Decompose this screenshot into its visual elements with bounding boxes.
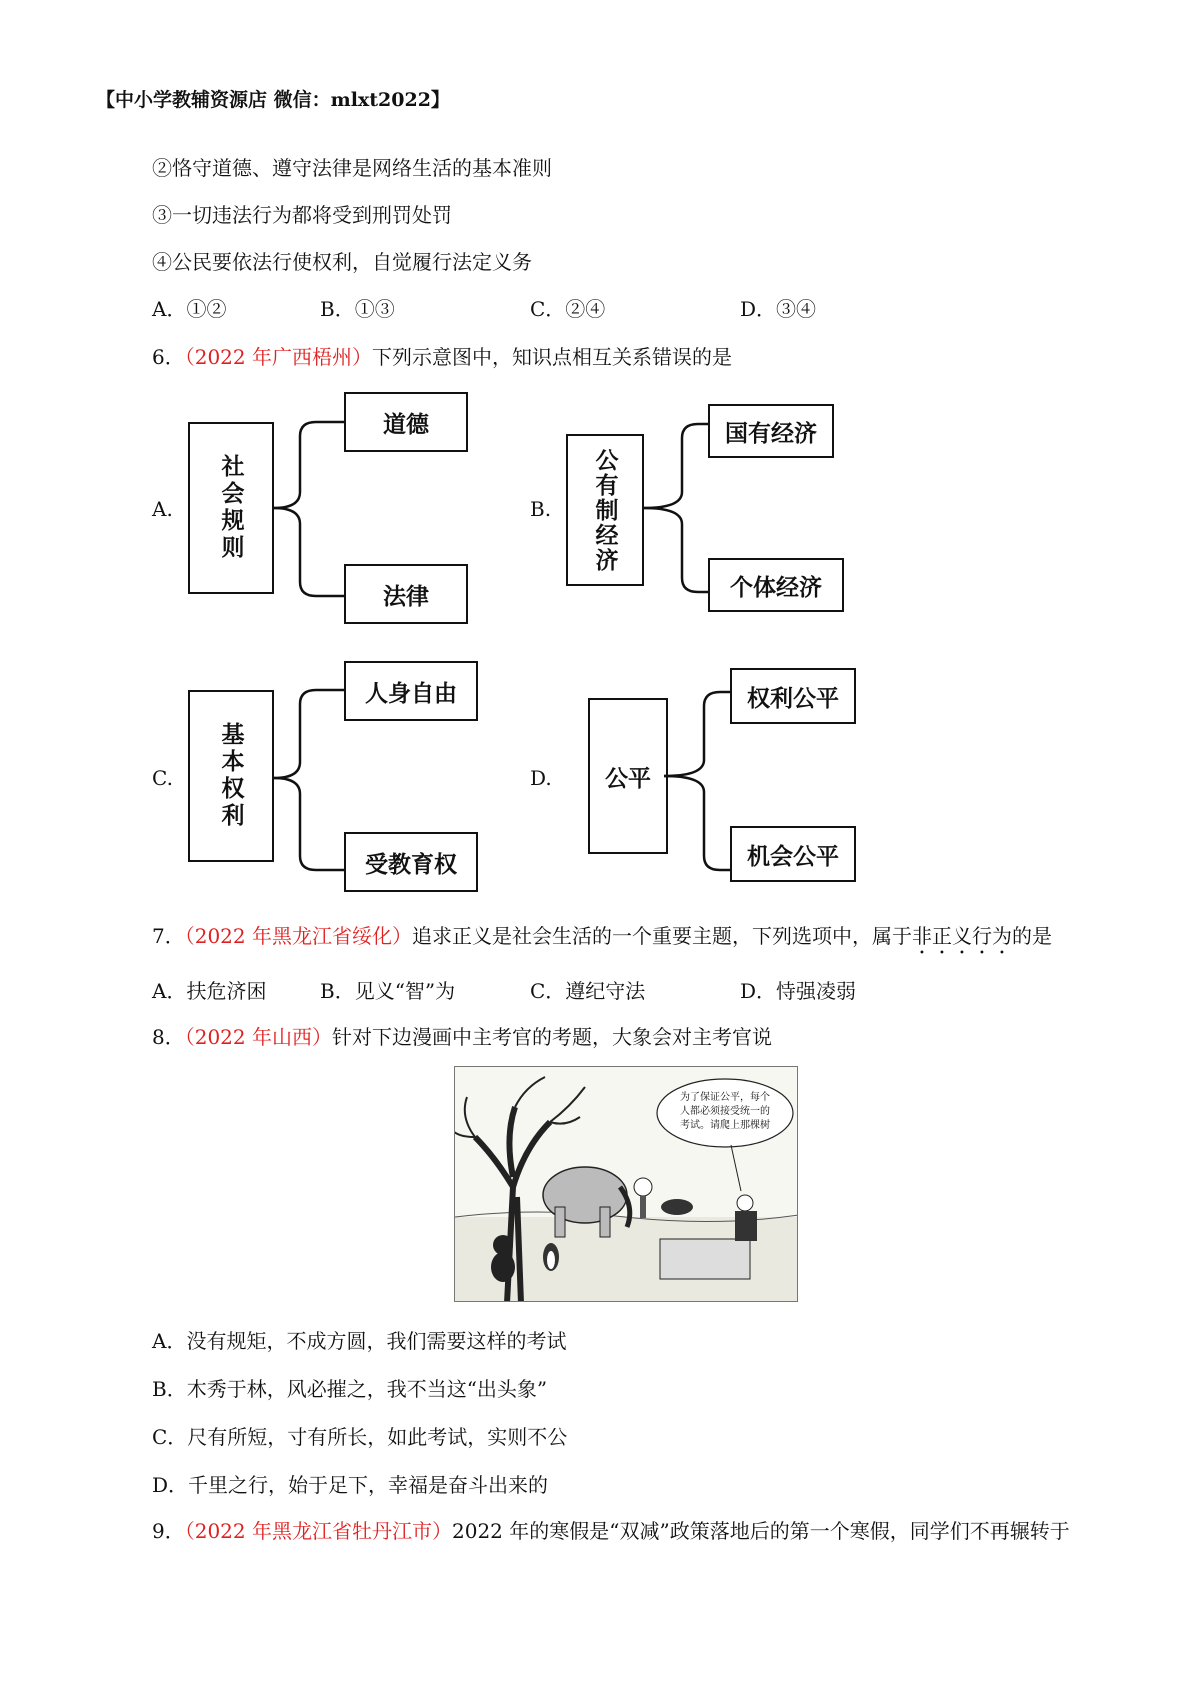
q6-question xyxy=(152,343,732,371)
q7-option-c[interactable]: C．遵纪守法 xyxy=(530,979,646,1003)
q6-diagram-c-brace xyxy=(270,680,350,880)
q8-option-c[interactable]: C．尺有所短，寸有所长，如此考试，实则不公 xyxy=(152,1425,568,1449)
q5-statement-3: ③一切违法行为都将受到刑罚处罚 xyxy=(152,203,452,227)
fishbowl-icon xyxy=(634,1178,652,1196)
q9-stem: 2022 年的寒假是“双减”政策落地后的第一个寒假，同学们不再辗转于 xyxy=(452,1519,1070,1543)
q6-number: 6． xyxy=(152,345,185,369)
q6-diagram-a-branch-1: 道德 xyxy=(344,392,468,452)
q6-diagram-b-root: 公有制经济 xyxy=(566,434,644,586)
q6-diagram-a-brace xyxy=(270,410,350,610)
q6-diagram-c-branch-1: 人身自由 xyxy=(344,661,478,721)
q8-option-b[interactable]: B．木秀于林，风必摧之，我不当这“出头象” xyxy=(152,1377,548,1401)
q5-option-d[interactable]: D．③④ xyxy=(740,297,817,321)
cartoon-bubble-line-1: 为了保证公平，每个 xyxy=(680,1092,770,1103)
q5-option-b[interactable]: B．①③ xyxy=(320,297,395,321)
q6-diagram-d-branch-1: 权利公平 xyxy=(730,668,856,724)
q7-source: （2022 年黑龙江省绥化） xyxy=(184,924,412,948)
q7-option-a[interactable]: A．扶危济困 xyxy=(152,979,267,1003)
q8-stem: 针对下边漫画中主考官的考题，大象会对主考官说 xyxy=(332,1025,772,1049)
q6-diagram-d-label[interactable]: D. xyxy=(530,766,552,790)
q6-source: （2022 年广西梧州） xyxy=(184,345,372,369)
cartoon-bubble-line-3: 考试。请爬上那棵树 xyxy=(680,1120,770,1131)
examiner-icon xyxy=(737,1195,753,1211)
q6-diagram-d-root: 公平 xyxy=(588,698,668,854)
q8-option-d[interactable]: D．千里之行，始于足下，幸福是奋斗出来的 xyxy=(152,1473,549,1497)
cartoon-bubble-line-2: 人都必须接受统一的 xyxy=(680,1106,770,1117)
q6-diagram-a-branch-2: 法律 xyxy=(344,564,468,624)
q6-diagram-b-branch-1: 国有经济 xyxy=(708,404,834,458)
q6-diagram-b-label[interactable]: B. xyxy=(530,497,552,521)
q9-question xyxy=(152,1517,1070,1545)
q7-stem-pre: 追求正义是社会生活的一个重要主题，下列选项中，属于 xyxy=(412,924,912,948)
q9-source: （2022 年黑龙江省牡丹江市） xyxy=(184,1519,452,1543)
q8-number: 8． xyxy=(152,1025,185,1049)
q6-diagram-d-brace xyxy=(660,682,740,882)
q8-option-a[interactable]: A．没有规矩，不成方圆，我们需要这样的考试 xyxy=(152,1329,567,1353)
q6-diagram-c-label[interactable]: C. xyxy=(152,766,173,790)
q7-question xyxy=(152,922,1052,959)
page-header: 【中小学教辅资源店 微信：mlxt2022】 xyxy=(96,89,450,111)
q7-stem-emphasis: 非正义行为 xyxy=(912,924,1012,948)
q6-diagram-c-root: 基本权利 xyxy=(188,690,274,862)
q7-option-b[interactable]: B．见义“智”为 xyxy=(320,979,456,1003)
q8-source: （2022 年山西） xyxy=(184,1025,332,1049)
q8-question xyxy=(152,1023,772,1051)
q6-diagram-d-branch-2: 机会公平 xyxy=(730,826,856,882)
desk-icon xyxy=(660,1239,750,1279)
q7-stem-post: 的是 xyxy=(1012,924,1052,948)
q9-number: 9． xyxy=(152,1519,185,1543)
q5-statement-2: ②恪守道德、遵守法律是网络生活的基本准则 xyxy=(152,156,552,180)
q6-diagram-a-root: 社会规则 xyxy=(188,422,274,594)
q6-diagram-c-branch-2: 受教育权 xyxy=(344,832,478,892)
q5-option-c[interactable]: C．②④ xyxy=(530,297,606,321)
q6-stem: 下列示意图中，知识点相互关系错误的是 xyxy=(372,345,732,369)
q5-option-a[interactable]: A．①② xyxy=(152,297,227,321)
cartoon-bubble-text xyxy=(669,1091,781,1133)
q5-statement-4: ④公民要依法行使权利，自觉履行法定义务 xyxy=(152,250,532,274)
q6-diagram-b-branch-2: 个体经济 xyxy=(708,558,844,612)
q7-number: 7． xyxy=(152,924,185,948)
q6-diagram-a-label[interactable]: A. xyxy=(152,497,173,521)
q7-option-d[interactable]: D．恃强凌弱 xyxy=(740,979,857,1003)
q8-cartoon xyxy=(454,1066,798,1302)
dog-icon xyxy=(661,1199,693,1215)
